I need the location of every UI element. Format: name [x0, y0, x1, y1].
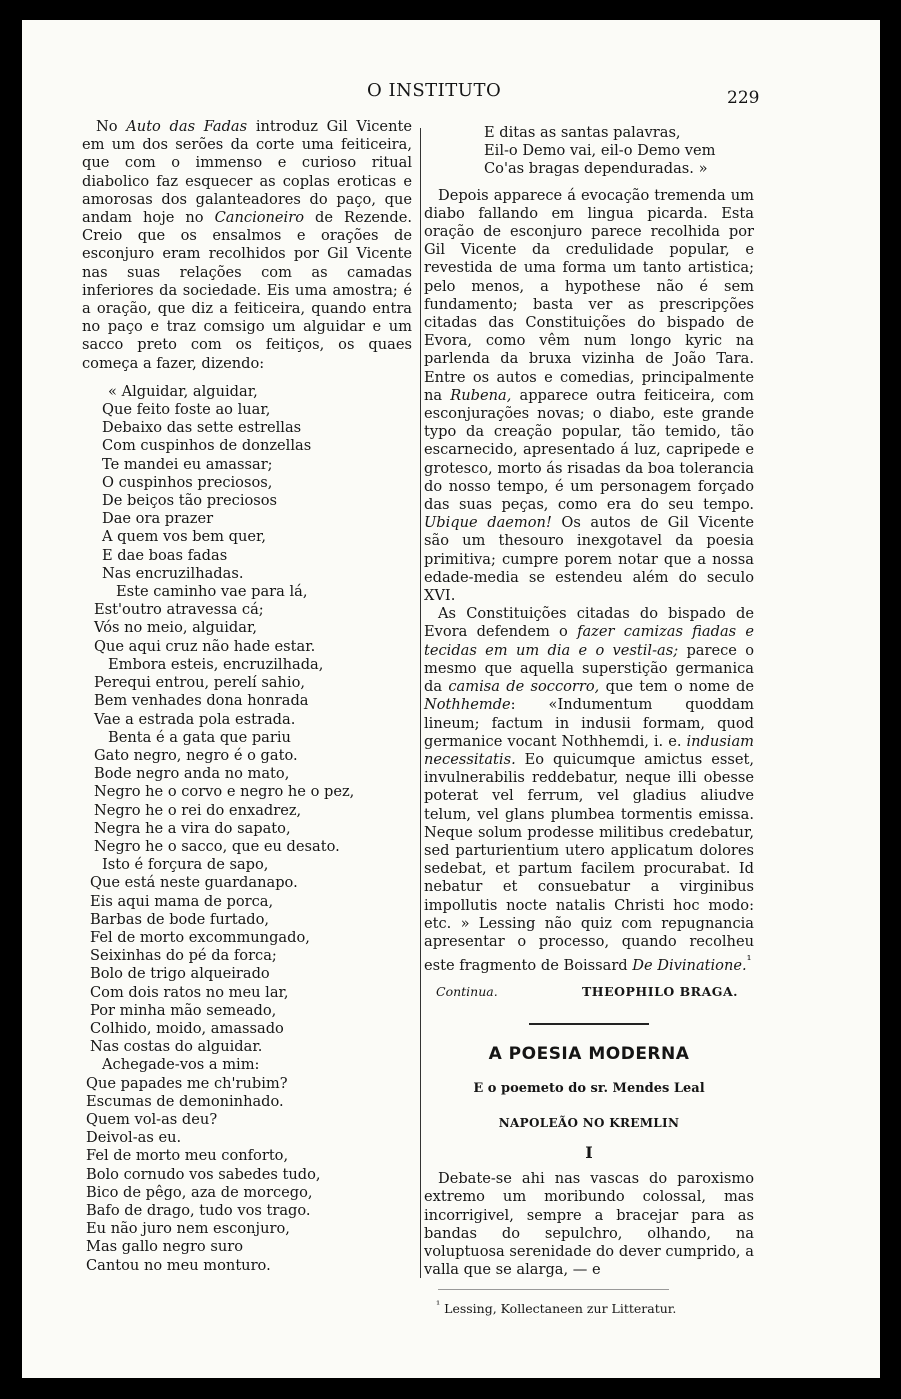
poem-line: Vae a estrada pola estrada. — [94, 710, 296, 728]
part-number: I — [585, 1143, 593, 1163]
poem-continuation — [424, 124, 754, 179]
poem-line: Bolo cornudo vos sabedes tudo, — [86, 1165, 321, 1183]
poem-line: Negra he a vira do sapato, — [94, 819, 291, 837]
intro-paragraph: No Auto das Fadas introduz Gil Vicente em um dos serões da corte uma feiticeira, que com o immenso e curioso ritual diabolico faz esquecer as coplas eroticas e amorosas dos galanteadores do paço, que andam hoje no Cancioneiro de Rezende. Creio que os ensalmos e orações de esconjuro eram recolhidos por Gil Vicente nas suas relações com as camadas inferiores da sociedade. Eis uma amostra; é a oração, que diz a feiticeira, quando entra no paço e traz comsigo um alguidar e um sacco preto com os feitiços, os quaes começa a fazer, dizendo: — [82, 118, 412, 372]
poem-line: Cantou no meu monturo. — [86, 1256, 271, 1274]
poem-line: Fel de morto meu conforto, — [86, 1147, 289, 1165]
poem-line: De beiços tão preciosos — [102, 492, 278, 510]
poem-line: A quem vos bem quer, — [102, 528, 267, 546]
body-paragraph: Depois apparece á evocação tremenda um diabo fallando em lingua picarda. Esta oração de esconjuro parece recolhida por Gil Vicente da credulidade popular, e revestida de uma forma um tanto artistica; pelo menos, a hypothese não é sem fundamento; basta ver as prescripções citadas das Constituições do bispado de Evora, como vêm num longo kyric na parlenda da bruxa vizinha de João Tara. Entre os autos e comedias, principalmente na Rubena, apparece outra feiticeira, com esconjurações novas; o diabo, este grande typo da creação popular, tão temido, tão escarnecido, apresentado á luz, capripede e grotesco, morto ás risadas da boa tolerancia do nosso tempo, é um personagem forçado das suas peças, como era do seu tempo. Ubique daemon! Os autos de Gil Vicente são um thesouro inexgotavel da poesia primitiva; cumpre porem notar que a nossa edade-media se estendeu além do seculo XVI. — [424, 186, 754, 605]
poem-line: Eis aqui mama de porca, — [90, 892, 274, 910]
poem-line: Bico de pêgo, aza de morcego, — [86, 1183, 313, 1201]
poem-line: Te mandei eu amassar; — [102, 455, 273, 473]
section-subtitle: E o poemeto do sr. Mendes Leal — [473, 1080, 705, 1096]
poem-line: Bem venhades dona honrada — [94, 692, 309, 710]
poem-line: Deivol-as eu. — [86, 1129, 182, 1147]
page-number: 229 — [727, 88, 760, 108]
poem-line: E dae boas fadas — [102, 546, 228, 564]
poem-line: Que feito foste ao luar, — [102, 401, 271, 419]
poem-line: Bafo de drago, tudo vos trago. — [86, 1201, 311, 1219]
poem-line: Quem vol-as deu? — [86, 1110, 218, 1128]
poem-line: Barbas de bode furtado, — [90, 910, 270, 928]
article-signature — [424, 983, 754, 1001]
section-title: A POESIA MODERNA — [488, 1044, 690, 1065]
poem-line: Nas encruzilhadas. — [102, 564, 244, 582]
column-divider — [420, 128, 421, 1278]
poem-line: Este caminho vae para lá, — [116, 583, 308, 601]
footnote-separator — [438, 1289, 669, 1290]
poem-line: Perequi entrou, perelí sahio, — [94, 674, 306, 692]
poem-line: Com dois ratos no meu lar, — [90, 983, 289, 1001]
body-paragraph: Debate-se ahi nas vascas do paroxismo extremo um moribundo colossal, mas incorrigivel, sempre a bracejar para as bandas do sepulchro, olhando, na voluptuosa serenidade do dever cumprido, a valla que se alarga, — e — [424, 1170, 754, 1279]
poem-line: Negro he o sacco, que eu desato. — [94, 837, 340, 855]
poem-line: Colhido, moido, amassado — [90, 1019, 284, 1037]
poem-line: Bolo de trigo alqueirado — [90, 965, 270, 983]
section-rule — [529, 1023, 649, 1025]
poem-line: Escumas de demoninhado. — [86, 1092, 284, 1110]
poem-line: Fel de morto excommungado, — [90, 928, 310, 946]
poem-line: Mas gallo negro suro — [86, 1238, 244, 1256]
poem-line: Debaixo das sette estrellas — [102, 419, 302, 437]
incantation-poem — [82, 383, 412, 1275]
right-column — [424, 124, 754, 1319]
poem-line: Eil-o Demo vai, eil-o Demo vem — [484, 142, 716, 160]
body-paragraph: As Constituições citadas do bispado de Evora defendem o fazer camizas fiadas e tecidas em um dia e o vestil-as; parece o mesmo que aquella superstição germanica da camisa de soccorro, que tem o nome de Nothhemde: «Indumentum quoddam lineum; factum in indusii formam, quod germanice vocant Nothhemdi, i. e. indusiam necessitatis. Eo quicumque amictus esset, invulnerabilis reddebatur, neque illi obesse poterat vel ferrum, vel gladius aliudve telum, vel glans plumbea tormentis emissa. Neque solum prodesse militibus credebatur, sed parturientium utero applicatum dolores sedebat, et partum facilem procurabat. Id nebatur et consuebatur a virginibus impollutis nocte natalis Christi hoc modo: etc. » Lessing não quiz com repugnancia apresentar o processo, quando recolheu este fragmento de Boissard De Divinatione.$^{^1}$ — [424, 605, 755, 974]
poem-line: Nas costas do alguidar. — [90, 1038, 263, 1056]
poem-line: Dae ora prazer — [102, 510, 214, 528]
poem-line: Que está neste guardanapo. — [90, 874, 298, 892]
poem-line: Que aqui cruz não hade estar. — [94, 637, 316, 655]
poem-line: Por minha mão semeado, — [90, 1001, 277, 1019]
poem-line: Negro he o rei do enxadrez, — [94, 801, 302, 819]
poem-title: NAPOLEÃO NO KREMLIN — [498, 1115, 680, 1130]
poem-line: Com cuspinhos de donzellas — [102, 437, 312, 455]
poem-line: Bode negro anda no mato, — [94, 765, 290, 783]
poem-line: Embora esteis, encruzilhada, — [108, 655, 324, 673]
poem-line: E ditas as santas palavras, — [484, 124, 681, 141]
poem-line: Eu não juro nem esconjuro, — [86, 1220, 290, 1238]
poem-line: Isto é forçura de sapo, — [102, 856, 269, 874]
left-column — [82, 118, 412, 1275]
poem-line: Achegade-vos a mim: — [102, 1056, 260, 1074]
poem-line: Vós no meio, alguidar, — [94, 619, 257, 637]
poem-line: Gato negro, negro é o gato. — [94, 746, 298, 764]
poem-line: Negro he o corvo e negro he o pez, — [94, 783, 355, 801]
poem-line: Que papades me ch'rubim? — [86, 1074, 288, 1092]
poem-line: Seixinhas do pé da forca; — [90, 947, 277, 965]
poem-line: Co'as bragas dependuradas. » — [484, 160, 708, 178]
footnote: $^{^1}$ Lessing, Kollectaneen zur Litteratur. — [436, 1299, 677, 1317]
poem-line: Benta é a gata que pariu — [108, 728, 291, 746]
poem-line: O cuspinhos preciosos, — [102, 473, 273, 491]
author-name: THEOPHILO BRAGA. — [582, 984, 738, 1000]
poem-line: « Alguidar, alguidar, — [108, 382, 258, 400]
page — [22, 20, 880, 1378]
running-title: O INSTITUTO — [367, 80, 502, 101]
continua-label: Continua. — [436, 984, 498, 1000]
poem-line: Est'outro atravessa cá; — [94, 601, 264, 619]
